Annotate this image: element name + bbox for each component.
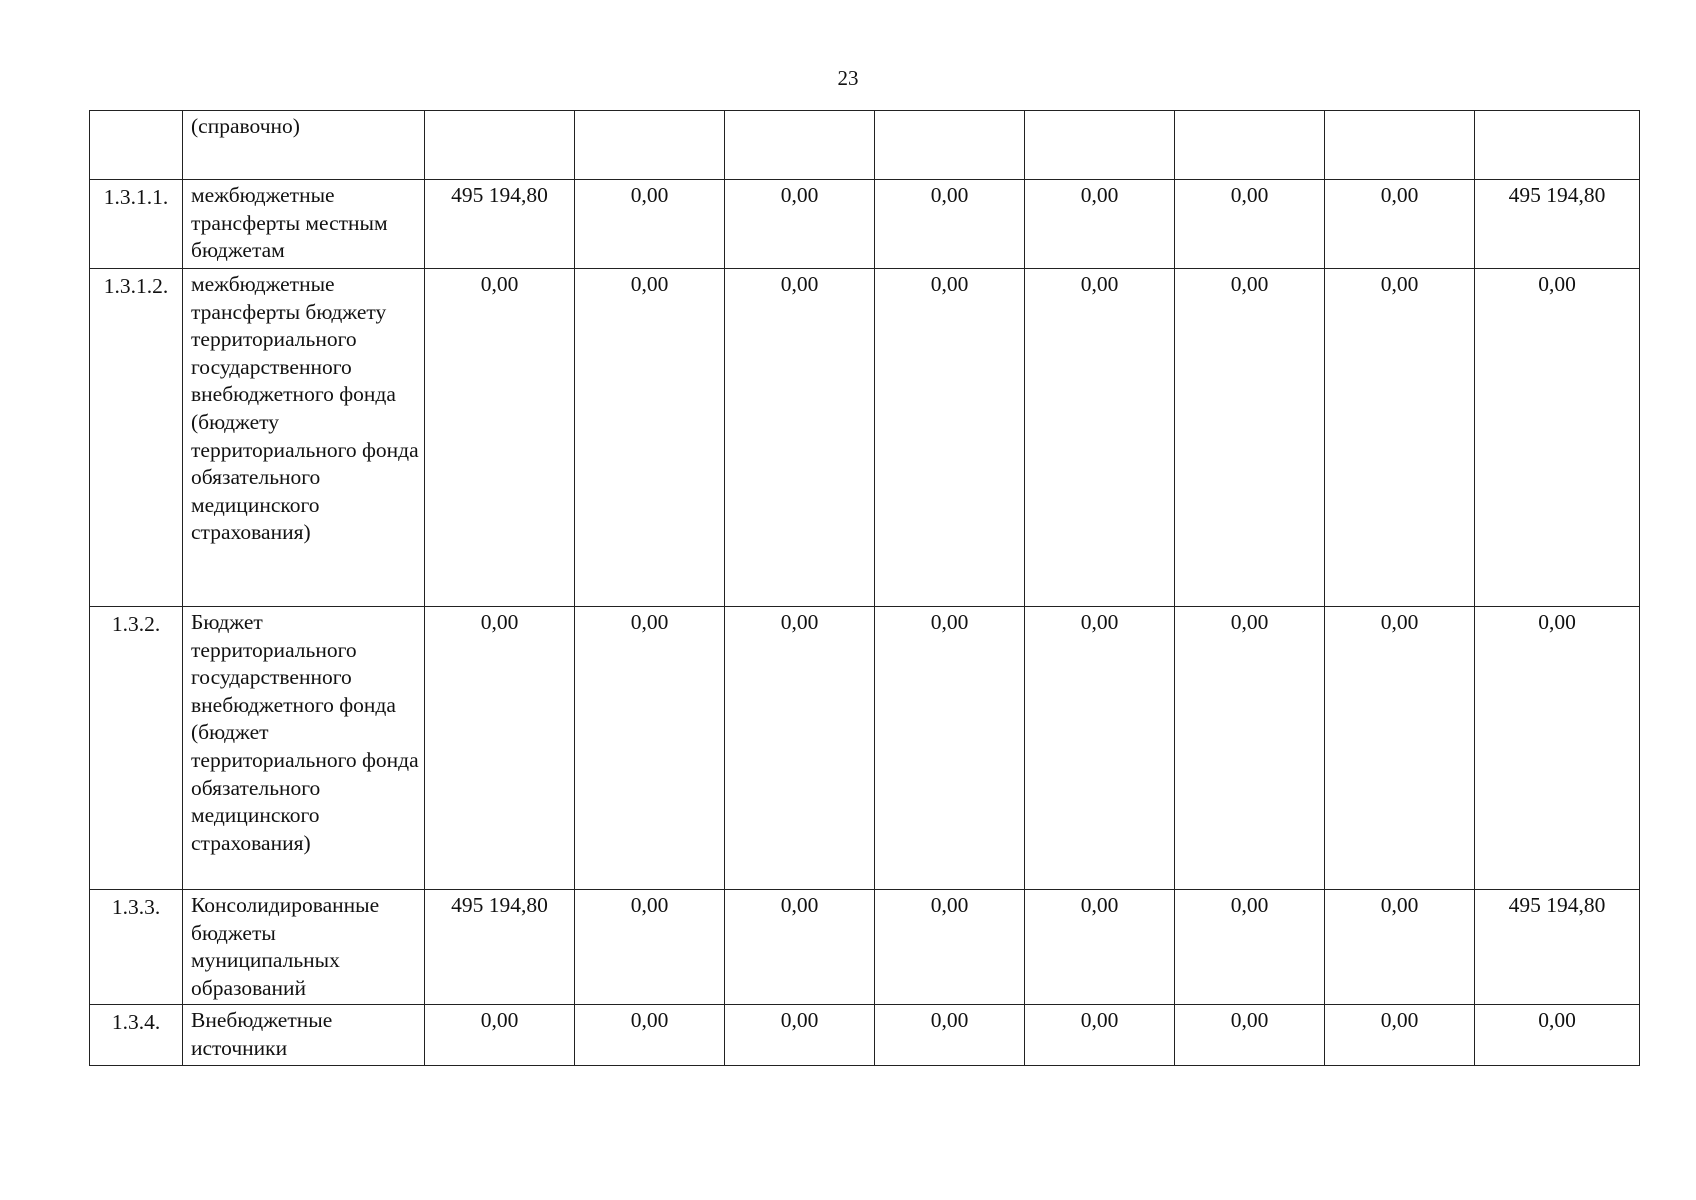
budget-table bbox=[89, 110, 1640, 1066]
total-cell: 495 194,80 bbox=[1475, 180, 1640, 269]
row-name: межбюджетные трансферты местным бюджетам bbox=[183, 180, 425, 269]
value-cell: 0,00 bbox=[1325, 269, 1475, 607]
value-cell: 0,00 bbox=[875, 1005, 1025, 1066]
table-row bbox=[90, 890, 1640, 1005]
value-cell: 0,00 bbox=[1025, 1005, 1175, 1066]
table-row bbox=[90, 269, 1640, 607]
table-row bbox=[90, 111, 1640, 180]
value-cell: 0,00 bbox=[575, 890, 725, 1005]
value-cell: 0,00 bbox=[1325, 1005, 1475, 1066]
value-cell: 0,00 bbox=[575, 180, 725, 269]
value-cell: 0,00 bbox=[1175, 180, 1325, 269]
value-cell bbox=[575, 111, 725, 180]
value-cell: 0,00 bbox=[1325, 890, 1475, 1005]
value-cell: 0,00 bbox=[1025, 607, 1175, 890]
page-number: 23 bbox=[837, 66, 859, 90]
value-cell: 0,00 bbox=[875, 607, 1025, 890]
value-cell bbox=[875, 111, 1025, 180]
value-cell: 0,00 bbox=[1325, 607, 1475, 890]
total-cell: 0,00 bbox=[1475, 1005, 1640, 1066]
total-cell: 0,00 bbox=[1475, 269, 1640, 607]
value-cell: 0,00 bbox=[725, 1005, 875, 1066]
value-cell: 0,00 bbox=[575, 269, 725, 607]
value-cell: 0,00 bbox=[725, 890, 875, 1005]
value-cell: 0,00 bbox=[1175, 607, 1325, 890]
value-cell: 495 194,80 bbox=[425, 180, 575, 269]
value-cell: 0,00 bbox=[1025, 180, 1175, 269]
value-cell: 0,00 bbox=[875, 890, 1025, 1005]
row-number: 1.3.4. bbox=[90, 1005, 183, 1066]
value-cell: 0,00 bbox=[425, 269, 575, 607]
row-number bbox=[90, 111, 183, 180]
row-number: 1.3.1.2. bbox=[90, 269, 183, 607]
value-cell: 0,00 bbox=[875, 180, 1025, 269]
value-cell bbox=[1025, 111, 1175, 180]
value-cell: 0,00 bbox=[725, 607, 875, 890]
value-cell: 0,00 bbox=[425, 1005, 575, 1066]
value-cell bbox=[1325, 111, 1475, 180]
value-cell: 0,00 bbox=[725, 269, 875, 607]
value-cell: 0,00 bbox=[575, 607, 725, 890]
row-number: 1.3.1.1. bbox=[90, 180, 183, 269]
value-cell: 495 194,80 bbox=[425, 890, 575, 1005]
row-number: 1.3.3. bbox=[90, 890, 183, 1005]
row-name: Бюджет территориального государственного внебюджетного фонда (бюджет территориального фонда обязательного медицинского страхования) bbox=[183, 607, 425, 890]
value-cell: 0,00 bbox=[1175, 1005, 1325, 1066]
value-cell: 0,00 bbox=[1175, 269, 1325, 607]
table-row bbox=[90, 1005, 1640, 1066]
total-cell: 0,00 bbox=[1475, 607, 1640, 890]
row-number: 1.3.2. bbox=[90, 607, 183, 890]
row-name: (справочно) bbox=[183, 111, 425, 180]
table-row bbox=[90, 607, 1640, 890]
value-cell: 0,00 bbox=[1325, 180, 1475, 269]
row-name: Внебюджетные источники bbox=[183, 1005, 425, 1066]
total-cell: 495 194,80 bbox=[1475, 890, 1640, 1005]
value-cell: 0,00 bbox=[1025, 269, 1175, 607]
total-cell bbox=[1475, 111, 1640, 180]
row-name: межбюджетные трансферты бюджету территориального государственного внебюджетного фонда (бюджету территориального фонда обязательного медицинского страхования) bbox=[183, 269, 425, 607]
table-row bbox=[90, 180, 1640, 269]
row-name: Консолидированные бюджеты муниципальных образований bbox=[183, 890, 425, 1005]
value-cell bbox=[1175, 111, 1325, 180]
value-cell bbox=[725, 111, 875, 180]
value-cell: 0,00 bbox=[425, 607, 575, 890]
value-cell: 0,00 bbox=[875, 269, 1025, 607]
value-cell: 0,00 bbox=[575, 1005, 725, 1066]
value-cell bbox=[425, 111, 575, 180]
value-cell: 0,00 bbox=[1025, 890, 1175, 1005]
value-cell: 0,00 bbox=[725, 180, 875, 269]
value-cell: 0,00 bbox=[1175, 890, 1325, 1005]
